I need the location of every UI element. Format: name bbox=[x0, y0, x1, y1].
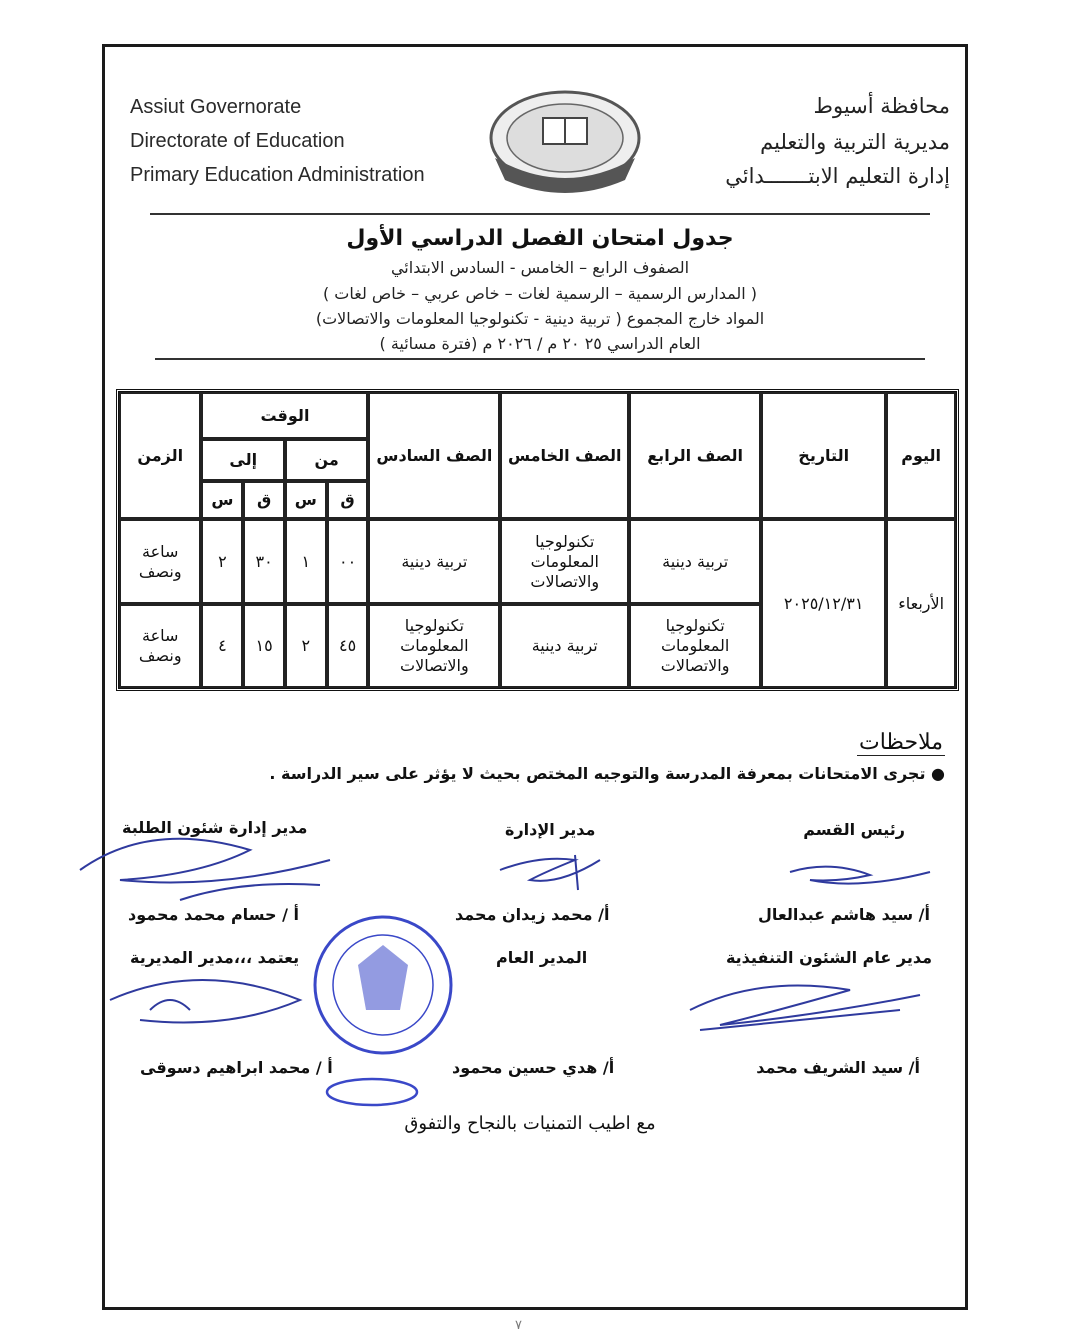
header-en-directorate: Directorate of Education bbox=[130, 130, 345, 152]
document-title: جدول امتحان الفصل الدراسي الأول bbox=[346, 226, 734, 251]
cell-day: الأربعاء bbox=[886, 519, 956, 688]
header-time: الوقت bbox=[201, 392, 368, 439]
header-en-governorate: Assiut Governorate bbox=[130, 96, 302, 118]
cell-duration: ساعة ونصف bbox=[119, 519, 201, 604]
header-from-minute: ق bbox=[327, 481, 369, 519]
cell-to-minute: ١٥ bbox=[243, 604, 285, 688]
signature-directorate-director bbox=[110, 980, 300, 1023]
page-number: ٧ bbox=[515, 1318, 522, 1333]
name-general-director: أ/ هدي حسين محمود bbox=[452, 1058, 615, 1077]
title-administration-director: مدير الإدارة bbox=[505, 820, 596, 839]
cell-from-minute: ٠٠ bbox=[327, 519, 369, 604]
signature-executive-affairs-director bbox=[690, 986, 920, 1031]
cell-grade5: تربية دينية bbox=[500, 604, 629, 688]
title-subjects-line: المواد خارج المجموع ( تربية دينية - تكنولوجيا المعلومات والاتصالات) bbox=[315, 309, 765, 328]
cell-grade6: تكنولوجيا المعلومات والاتصالات bbox=[368, 604, 500, 688]
cell-duration: ساعة ونصف bbox=[119, 604, 201, 688]
cell-from-minute: ٤٥ bbox=[327, 604, 369, 688]
bullet-icon: ● bbox=[925, 764, 945, 783]
header-to-hour: س bbox=[201, 481, 243, 519]
signature-head-of-department bbox=[790, 867, 930, 884]
note-text: تجرى الامتحانات بمعرفة المدرسة والتوجيه المختص بحيث لا يؤثر على سير الدراسة . bbox=[269, 764, 926, 783]
cell-grade4: تربية دينية bbox=[629, 519, 761, 604]
header-ar-directorate: مديرية التربية والتعليم bbox=[760, 130, 950, 154]
header-duration: الزمن bbox=[119, 392, 201, 519]
cell-grade5: تكنولوجيا المعلومات والاتصالات bbox=[500, 519, 629, 604]
header-to-minute: ق bbox=[243, 481, 285, 519]
name-directorate-director: أ / محمد ابراهيم دسوقى bbox=[140, 1058, 333, 1077]
header-grade6: الصف السادس bbox=[368, 392, 500, 519]
header-date: التاريخ bbox=[761, 392, 886, 519]
signature-administration-director bbox=[500, 855, 600, 890]
official-stamp-icon bbox=[315, 917, 451, 1105]
header-from-hour: س bbox=[285, 481, 327, 519]
cell-grade4: تكنولوجيا المعلومات والاتصالات bbox=[629, 604, 761, 688]
header-to: إلى bbox=[201, 439, 284, 481]
header-from: من bbox=[285, 439, 368, 481]
closing-wishes: مع اطيب التمنيات بالنجاح والتفوق bbox=[404, 1113, 656, 1134]
title-year-line: العام الدراسي ٢٥ ٢٠ م / ٢٠٢٦ م (فترة مسائية ) bbox=[379, 334, 701, 353]
header-ar-governorate: محافظة أسيوط bbox=[813, 94, 950, 118]
notes-heading: ملاحظات bbox=[859, 730, 943, 755]
title-schools-line: ( المدارس الرسمية – الرسمية لغات – خاص عربي – خاص لغات ) bbox=[322, 284, 758, 303]
cell-from-hour: ٢ bbox=[285, 604, 327, 688]
cell-from-hour: ١ bbox=[285, 519, 327, 604]
signature-marks bbox=[80, 839, 930, 1030]
name-head-of-department: أ/ سيد هاشم عبدالعال bbox=[757, 905, 930, 924]
header-ar-administration: إدارة التعليم الابتـــــــدائي bbox=[725, 164, 950, 188]
cell-grade6: تربية دينية bbox=[368, 519, 500, 604]
name-administration-director: أ/ محمد زيدان محمد bbox=[455, 905, 610, 924]
header-en-administration: Primary Education Administration bbox=[130, 164, 425, 186]
name-executive-affairs-director: أ/ سيد الشريف محمد bbox=[756, 1058, 920, 1077]
cell-to-minute: ٣٠ bbox=[243, 519, 285, 604]
cell-date: ٢٠٢٥/١٢/٣١ bbox=[761, 519, 886, 688]
title-grades-line: الصفوف الرابع – الخامس - السادس الابتدائي bbox=[390, 258, 690, 277]
title-executive-affairs-director: مدير عام الشئون التنفيذية bbox=[725, 948, 932, 967]
title-head-of-department: رئيس القسم bbox=[803, 820, 905, 839]
title-general-director: المدير العام bbox=[496, 948, 588, 967]
signature-student-affairs-director bbox=[80, 839, 330, 900]
header-day: اليوم bbox=[886, 392, 956, 519]
header-grade4: الصف الرابع bbox=[629, 392, 761, 519]
title-student-affairs-director: مدير إدارة شئون الطلبة bbox=[122, 818, 308, 837]
name-student-affairs-director: أ / حسام محمد محمود bbox=[128, 905, 299, 924]
cell-to-hour: ٢ bbox=[201, 519, 243, 604]
header-grade5: الصف الخامس bbox=[500, 392, 629, 519]
title-directorate-approval: يعتمد ،،،مدير المديرية bbox=[130, 948, 300, 967]
cell-to-hour: ٤ bbox=[201, 604, 243, 688]
